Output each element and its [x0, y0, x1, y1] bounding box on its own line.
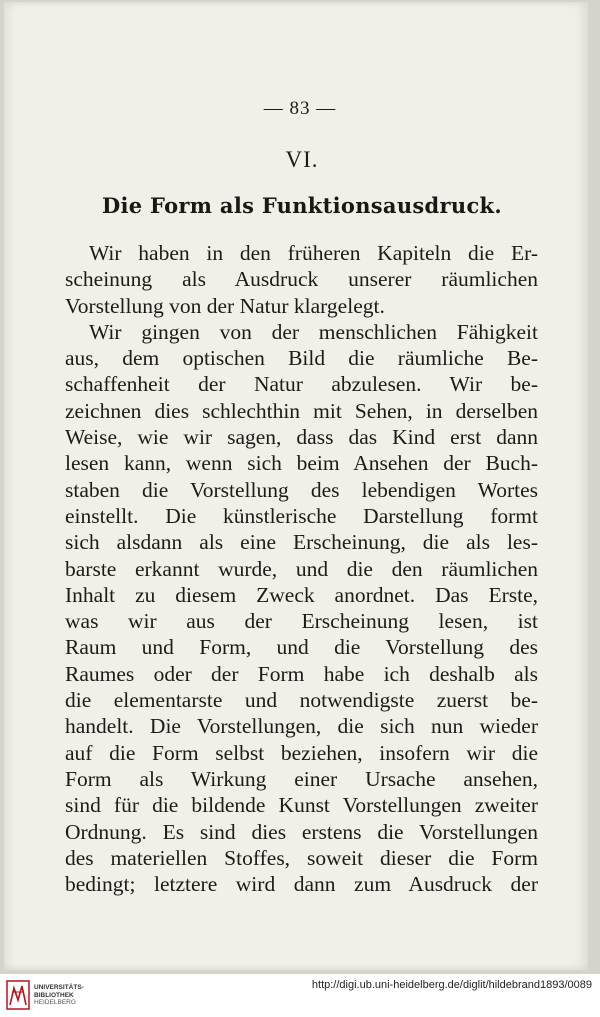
text-line: auf die Form selbst beziehen, insofern wir die [65, 740, 538, 765]
text-line: staben die Vorstellung des lebendigen Wortes [65, 477, 538, 502]
library-name-line: BIBLIOTHEK [34, 991, 74, 999]
text-line: handelt. Die Vorstellungen, die sich nun wieder [65, 714, 538, 739]
text-line: Raumes oder der Form habe ich deshalb als [65, 661, 538, 686]
text-line: Wir haben in den früheren Kapiteln die Er- [89, 241, 538, 265]
text-line: barste erkannt wurde, und die den räumlichen [65, 556, 538, 581]
text-line: die elementarste und notwendigste zuerst be- [65, 688, 538, 713]
library-name [34, 984, 84, 1007]
source-url-link[interactable]: http://digi.ub.uni-heidelberg.de/diglit/hildebrand1893/0089 [311, 979, 592, 991]
text-line: Inhalt zu diesem Zweck anordnet. Das Erste, [65, 582, 538, 607]
text-line: scheinung als Ausdruck unserer räumlichen [65, 267, 538, 292]
page-number: — 83 — [263, 98, 337, 119]
library-name-line: UNIVERSITÄTS- [34, 984, 84, 991]
body-text [65, 240, 538, 897]
text-line: sich alsdann als eine Erscheinung, die als les- [65, 530, 538, 555]
text-line: aus, dem optischen Bild die räumliche Be- [65, 346, 538, 371]
library-city: HEIDELBERG [34, 999, 76, 1006]
chapter-title: Die Form als Funktionsausdruck. [101, 193, 502, 218]
viewer-footer [0, 974, 600, 1017]
text-line: des materiellen Stoffes, soweit dieser die Form [65, 845, 538, 870]
text-line: bedingt; letztere wird dann zum Ausdruck der [65, 872, 538, 897]
text-line: Wir gingen von der menschlichen Fähigkeit [89, 319, 538, 344]
text-line: zeichnen dies schlechthin mit Sehen, in derselben [65, 398, 538, 423]
text-line: was wir aus der Erscheinung lesen, ist [65, 609, 538, 634]
text-line: Raum und Form, und die Vorstellung des [65, 635, 538, 660]
text-line: lesen kann, wenn sich beim Ansehen der Buch- [65, 451, 538, 476]
text-line: Ordnung. Es sind dies erstens die Vorstellungen [65, 819, 538, 844]
chapter-number: VI. [285, 147, 319, 172]
text-line: einstellt. Die künstlerische Darstellung formt [65, 503, 538, 528]
text-line: Weise, wie wir sagen, dass das Kind erst dann [65, 425, 538, 450]
text-line: Form als Wirkung einer Ursache ansehen, [65, 766, 538, 791]
text-line: schaffenheit der Natur abzulesen. Wir be- [65, 372, 538, 397]
text-line: sind für die bildende Kunst Vorstellungen zweiter [65, 793, 538, 818]
text-line: Vorstellung von der Natur klargelegt. [65, 293, 385, 318]
library-seal-icon [6, 980, 30, 1010]
